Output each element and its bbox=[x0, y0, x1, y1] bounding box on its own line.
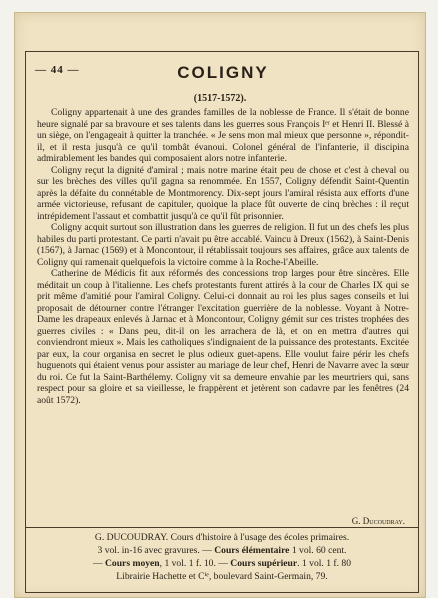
paragraph: Coligny appartenait à une des grandes familles de la noblesse de France. Il s'était de bonne heure signalé par sa bravoure et ses talents dans les guerres sous François Iᵉʳ et Henri II. Blessé à un siège, on l'engageait à quitter la tranchée. « Je sens mon mal mieux que personne », répondit-il, et il resta jusqu'à ce qu'il tombât évanoui. Colonel général de l'infanterie, il discipina admirablement les bandes qui composaient alors notre infanterie. bbox=[37, 107, 409, 164]
trade-card bbox=[14, 12, 426, 598]
footer-line-1: G. DUCOUDRAY. Cours d'histoire à l'usage des écoles primaires. bbox=[94, 532, 350, 543]
publisher-footer bbox=[25, 527, 419, 593]
card-title: COLIGNY bbox=[177, 63, 269, 82]
card-header bbox=[31, 63, 415, 85]
footer-line-2: 3 vol. in-16 avec gravures. — Cours élémentaire 1 vol. 60 cent. bbox=[97, 545, 347, 556]
paragraph: Catherine de Médicis fit aux réformés des concessions trop larges pour être sincères. Elle méditait un coup à l'italienne. Les chefs protestants furent attirés à la cour de Charles IX qui se prit même d'amitié pour l'amiral Coligny. Celui-ci donnait au roi les plus sages conseils et lui proposait de détourner contre l'étranger l'excitation guerrière de la noblesse. Voyant à Notre-Dame les drapeaux enlevés à Jarnac et à Moncontour, Coligny gémit sur ces tristes trophées des guerres civiles : « Dans peu, dit-il on les arrachera de là, et on en mettra d'autres qui conviendront mieux ». Mais les catholiques s'indignaient de la puissance des protestants. Excitée par eux, la cour organisa en secret le plus odieux guet-apens. Elle voulut faire périr les chefs huguenots qui étaient venus pour assister au mariage de leur chef, Henri de Navarre avec la sœur du roi. Ce fut la Saint-Barthélemy. Coligny vit sa demeure envahie par les meurtriers qui, sans respect pour sa gloire et sa vieillesse, le frappèrent et jetèrent son cadavre par les fenêtres (24 août 1572). bbox=[37, 268, 409, 406]
paragraph: Coligny reçut la dignité d'amiral ; mais notre marine était peu de chose et c'est à cheval ou sur les brèches des villes qu'il gagna sa renommée. En 1557, Coligny défendit Saint-Quentin après la défaite du connétable de Montmorency. Dix-sept jours l'amiral résista aux efforts d'une armée victorieuse, refusant de capituler, quoique la place fût ouverte de cinq brèches : il reçut intrépidement l'assaut et combattit jusqu'à ce qu'il fût prisonnier. bbox=[37, 164, 409, 222]
footer-line-3: — Cours moyen, 1 vol. 1 f. 10. — Cours supérieur. 1 vol. 1 f. 80 bbox=[93, 558, 351, 569]
page-number: — 44 — bbox=[35, 64, 80, 76]
footer-line-4: Librairie Hachette et Cⁱᵉ, boulevard Saint-Germain, 79. bbox=[116, 571, 328, 582]
author-signature: G. Ducoudray. bbox=[351, 516, 405, 526]
paragraph: Coligny acquit surtout son illustration dans les guerres de religion. Il fut un des chefs les plus habiles du parti protestant. Ce parti n'avait pu être accablé. Vaincu à Dreux (1562), à Saint-Denis (1567), à Jarnac (1569) et à Moncontour, il rétablissait toujours ses affaires, grâce aux talents de Coligny qui ramenait quelquefois la victoire comme à la Roche-l'Abeille. bbox=[37, 222, 409, 268]
biography-text bbox=[37, 107, 409, 406]
life-dates: (1517-1572). bbox=[193, 93, 247, 104]
